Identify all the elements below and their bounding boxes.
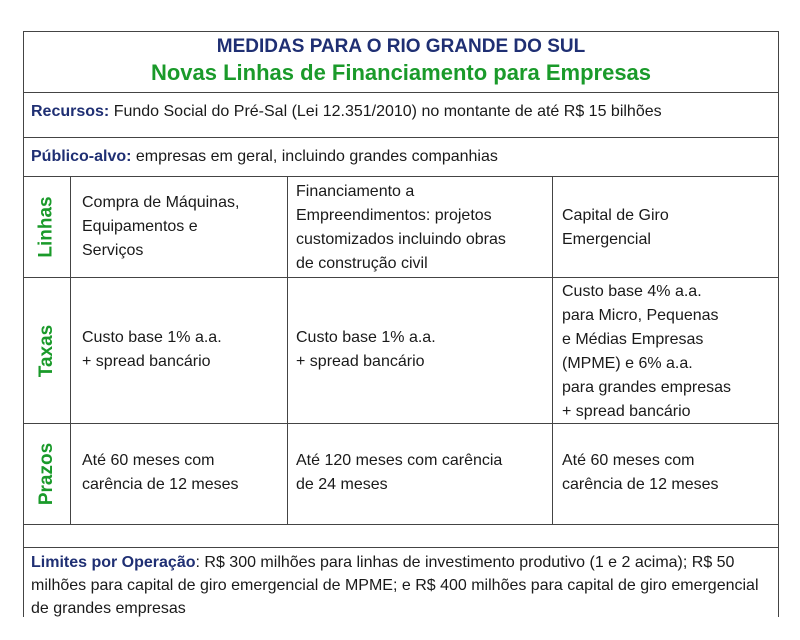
table-cell: Compra de Máquinas, Equipamentos e Serviços [82,194,240,259]
row-label-prazos: Prazos [36,442,57,506]
divider [23,176,779,177]
table-cell: Custo base 4% a.a. para Micro, Pequenas e Médias Empresas (MPME) e 6% a.a. para grandes empresas + spread bancário [562,283,731,420]
recursos-row [31,103,662,121]
publico-label: Público-alvo: [31,148,132,165]
column-divider [287,176,288,524]
column-divider [552,176,553,524]
limites-text: : R$ 300 milhões para linhas de investimento produtivo (1 e 2 acima); R$ 50 milhões para capital de giro emergencial de MPME; e R$ 400 milhões para capital de giro emergencial de grandes empresas [31,554,759,617]
table-cell: Custo base 1% a.a. + spread bancário [82,329,222,370]
table-cell: Financiamento a Empreendimentos: projetos customizados incluindo obras de construção civil [296,183,506,272]
limites-paragraph [31,551,771,620]
table-cell: Até 60 meses com carência de 12 meses [82,452,239,493]
page-title: MEDIDAS PARA O RIO GRANDE DO SUL [216,36,586,57]
column-divider [70,176,71,524]
table-cell: Custo base 1% a.a. + spread bancário [296,329,436,370]
divider [23,137,779,138]
limites-label: Limites por Operação [31,554,196,571]
publico-text: empresas em geral, incluindo grandes companhias [131,148,498,165]
divider [23,524,779,525]
table-cell: Até 120 meses com carência de 24 meses [296,452,503,493]
recursos-text: Fundo Social do Pré-Sal (Lei 12.351/2010) no montante de até R$ 15 bilhões [109,103,662,120]
divider [23,547,779,548]
publico-row [31,148,498,166]
row-label-linhas: Linhas [36,196,58,258]
divider [23,277,779,278]
divider [23,92,779,93]
row-label-taxas: Taxas [36,324,57,377]
table-cell: Capital de Giro Emergencial [562,207,669,248]
recursos-label: Recursos: [31,103,110,120]
table-cell: Até 60 meses com carência de 12 meses [562,452,719,493]
page-subtitle: Novas Linhas de Financiamento para Empresas [150,60,652,85]
